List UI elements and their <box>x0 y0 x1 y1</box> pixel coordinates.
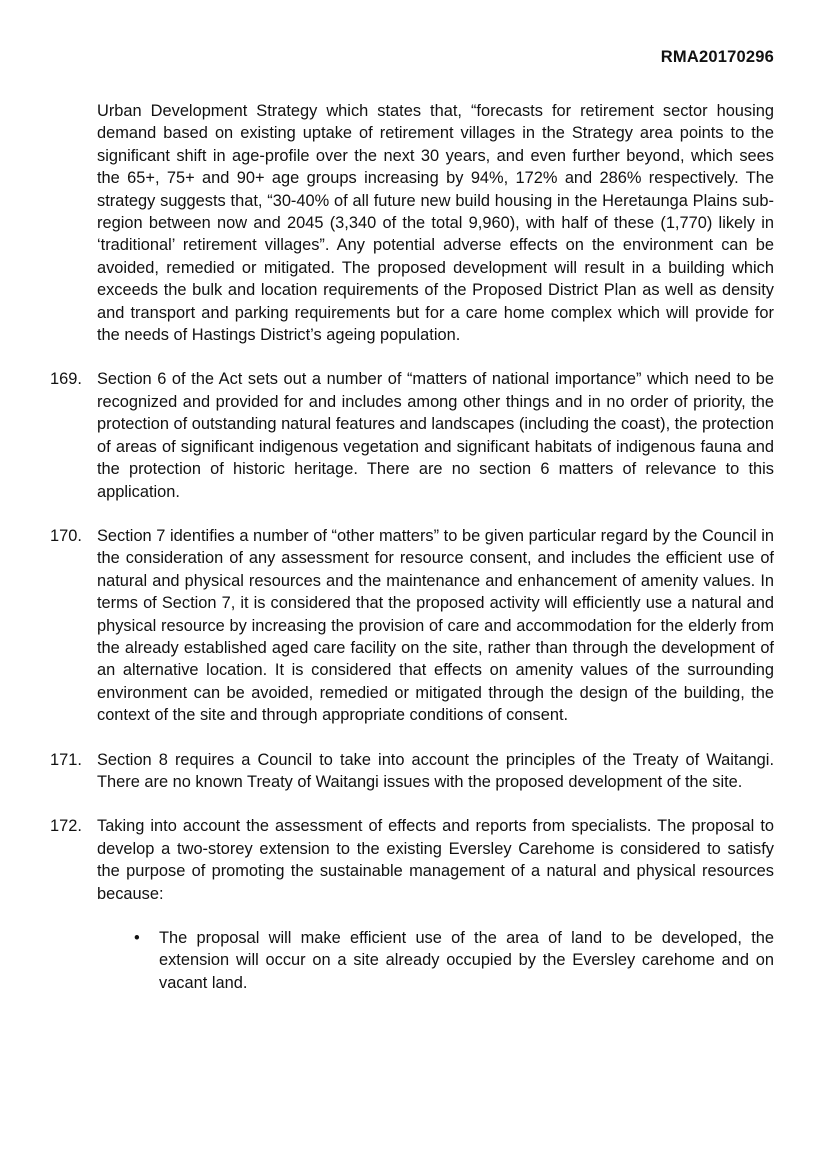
paragraph-number: 169. <box>50 370 82 389</box>
list-item <box>97 927 774 994</box>
document-reference: RMA20170296 <box>660 48 774 66</box>
bullet-list <box>97 927 774 994</box>
paragraph-text: Section 8 requires a Council to take into account the principles of the Treaty of Waitangi. There are no known Treaty of Waitangi issues with the proposed development of the site. <box>97 750 774 791</box>
bullet-icon: • <box>134 929 140 947</box>
paragraph-text: Section 6 of the Act sets out a number of “matters of national importance” which need to be recognized and provided for and includes among other things and in no order of priority, the protection of outstanding natural features and landscapes (including the coast), the protection of areas of significant indigenous vegetation and significant habitats of indigenous fauna and the protection of historic heritage. There are no section 6 matters of relevance to this application. <box>97 370 775 501</box>
paragraph-172 <box>50 815 774 905</box>
paragraph-text: Taking into account the assessment of effects and reports from specialists. The proposal to develop a two-storey extension to the existing Eversley Carehome is considered to satisfy the purpose of promoting the sustainable management of a natural and physical resources because: <box>97 817 774 903</box>
paragraph-text: Section 7 identifies a number of “other matters” to be given particular regard by the Council in the consideration of any assessment for resource consent, and includes the efficient use of natural and physical resources and the maintenance and enhancement of amenity values. In terms of Section 7, it is considered that the proposed activity will efficiently use a natural and physical resource by increasing the provision of care and accommodation for the elderly from the already established aged care facility on the site, rather than through the development of an alternative location. It is considered that effects on amenity values of the surrounding environment can be avoided, remedied or mitigated through the design of the building, the context of the site and through appropriate conditions of consent. <box>97 526 774 725</box>
bullet-text: The proposal will make efficient use of the area of land to be developed, the extension will occur on a site already occupied by the Eversley carehome and on vacant land. <box>159 929 774 992</box>
paragraph-171 <box>50 749 774 794</box>
intro-paragraph: Urban Development Strategy which states that, “forecasts for retirement sector housing demand based on existing uptake of retirement villages in the Strategy area points to the significant shift in age-profile over the next 30 years, and even further beyond, which sees the 65+, 75+ and 90+ age groups increasing by 94%, 172% and 286% respectively. The strategy suggests that, “30-40% of all future new build housing in the Heretaunga Plains sub-region between now and 2045 (3,340 of the total 9,960), with half of these (1,770) likely in ‘traditional’ retirement villages”. Any potential adverse effects on the environment can be avoided, remedied or mitigated. The proposed development will result in a building which exceeds the bulk and location requirements of the Proposed District Plan as well as density and transport and parking requirements but for a care home complex which will provide for the needs of Hastings District’s ageing population. <box>97 102 774 345</box>
paragraph-number: 172. <box>50 817 82 836</box>
paragraph-169 <box>50 368 775 502</box>
paragraph-number: 171. <box>50 750 82 769</box>
paragraph-170 <box>50 525 774 727</box>
paragraph-number: 170. <box>50 526 82 545</box>
document-body <box>50 100 775 994</box>
